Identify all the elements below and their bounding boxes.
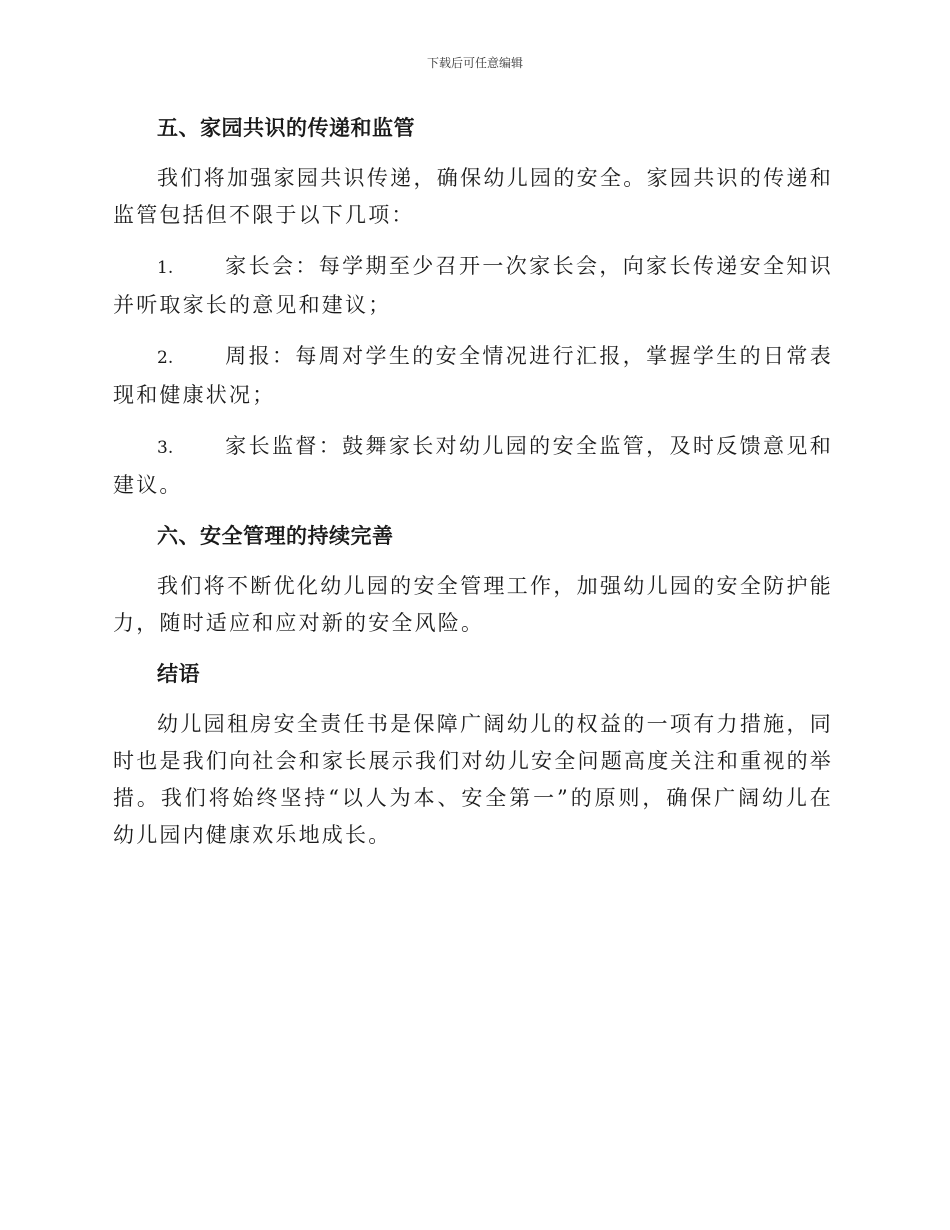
section-6-heading: 六、安全管理的持续完善 [157, 524, 394, 548]
section-5-heading: 五、家园共识的传递和监管 [157, 116, 415, 140]
list-item-text: 周报：每周对学生的安全情况进行汇报，掌握学生的日常表现和健康状况； [113, 344, 833, 407]
conclusion-body: 幼儿园租房安全责任书是保障广阔幼儿的权益的一项有力措施，同时也是我们向社会和家长展示我们对幼儿安全问题高度关注和重视的举措。我们将始终坚持“以人为本、安全第一”的原则，确保广阔幼儿在幼儿园内健康欢乐地成长。 [113, 712, 833, 847]
list-item [113, 338, 833, 414]
list-item-number: 3. [157, 438, 174, 458]
document-body [113, 110, 833, 868]
conclusion-heading: 结语 [157, 662, 200, 686]
page-header: 下载后可任意编辑 [426, 56, 523, 70]
list-item-text: 家长监督：鼓舞家长对幼儿园的安全监管，及时反馈意见和建议。 [113, 434, 833, 497]
section-5-intro: 我们将加强家园共识传递，确保幼儿园的安全。家园共识的传递和监管包括但不限于以下几项： [113, 166, 833, 227]
list-item-number: 1. [157, 258, 174, 278]
list-item-number: 2. [157, 348, 174, 368]
list-item [113, 428, 833, 504]
section-6-body: 我们将不断优化幼儿园的安全管理工作，加强幼儿园的安全防护能力，随时适应和应对新的安全风险。 [113, 574, 833, 635]
list-item [113, 248, 833, 324]
list-item-text: 家长会：每学期至少召开一次家长会，向家长传递安全知识并听取家长的意见和建议； [113, 254, 833, 317]
